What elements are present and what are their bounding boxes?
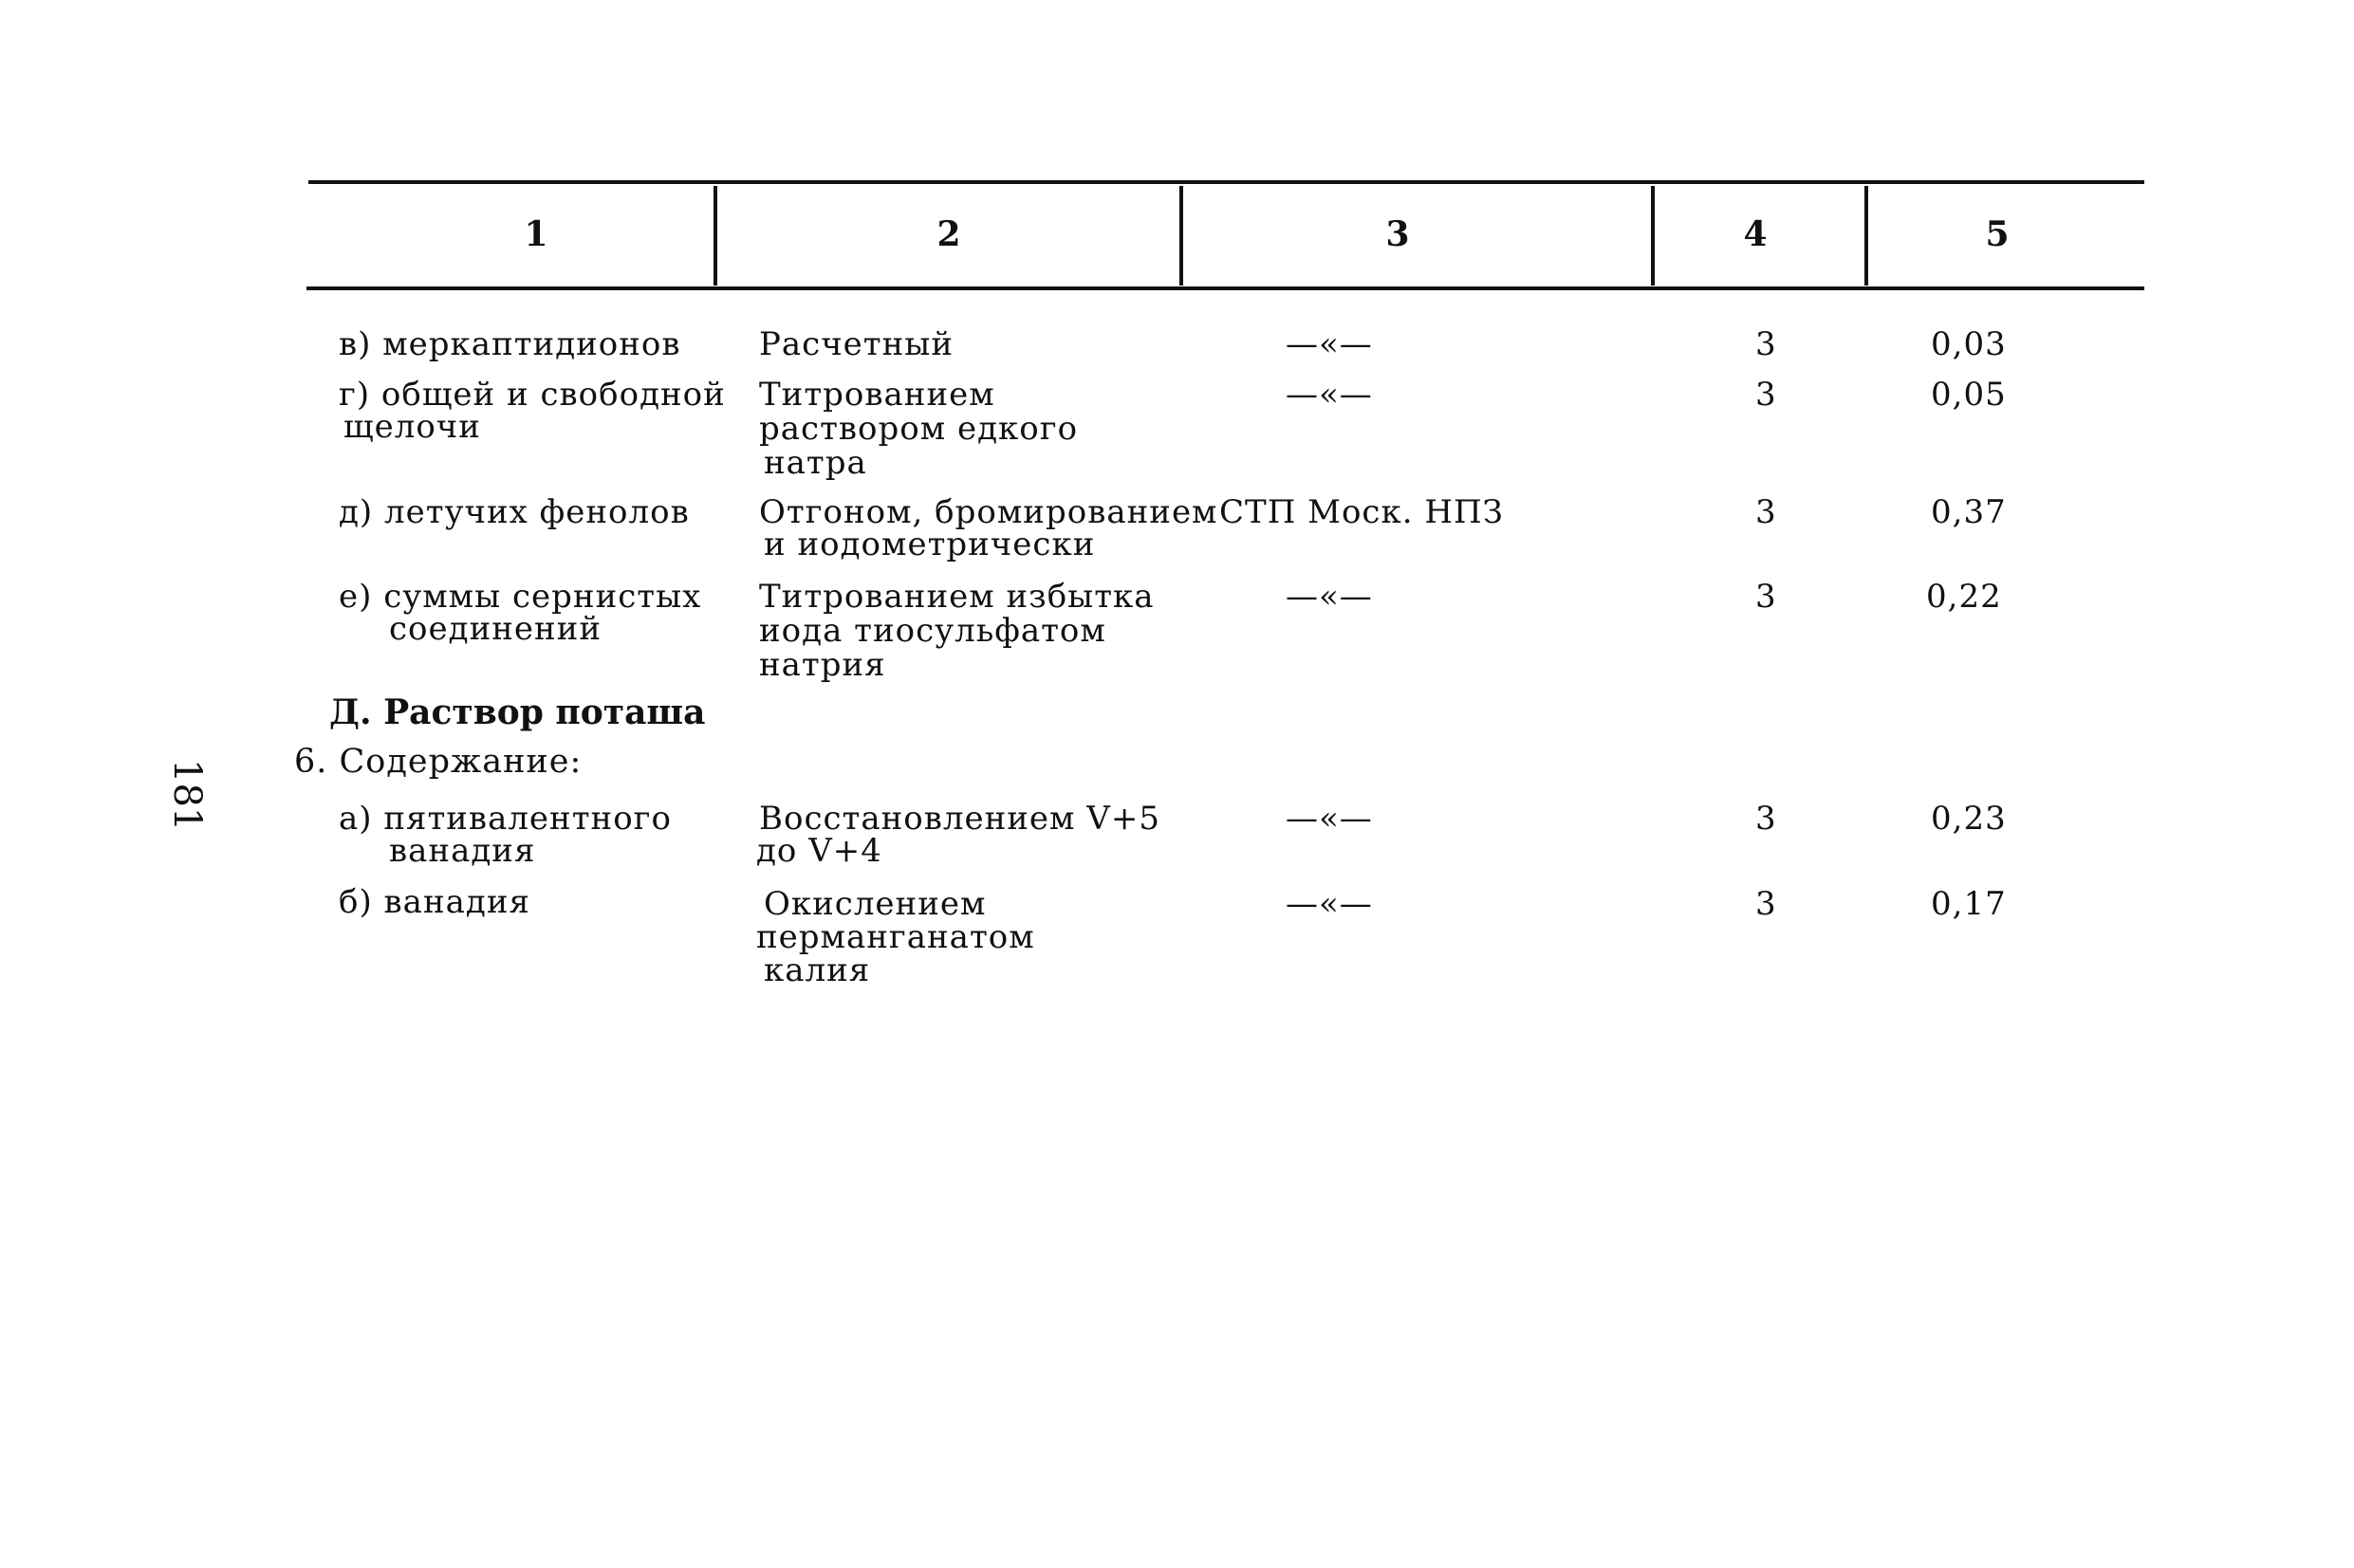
row-method: Расчетный (759, 325, 954, 363)
row-value-5: 0,03 (1931, 325, 2007, 363)
row-value-4: 3 (1755, 325, 1777, 363)
row-standard: —«— (1286, 376, 1373, 414)
row-value-4: 3 (1755, 885, 1777, 923)
row-method: Титрованием (759, 376, 995, 414)
row-value-4: 3 (1755, 800, 1777, 838)
row-method-cont: иода тиосульфатом (759, 612, 1106, 650)
row-value-4: 3 (1755, 376, 1777, 414)
row-label: д) летучих фенолов (339, 493, 690, 531)
column-divider (714, 186, 717, 286)
row-standard: —«— (1286, 325, 1373, 363)
header-col-4: 4 (1743, 214, 1768, 254)
row-method-cont: и иодометрически (764, 526, 1096, 563)
row-method-cont: перманганатом (756, 918, 1035, 956)
page-number: 181 (165, 759, 209, 832)
row-method: Восстановлением V+5 (759, 800, 1160, 838)
header-col-1: 1 (524, 214, 548, 254)
column-divider (1179, 186, 1183, 286)
row-method-cont: калия (764, 951, 871, 989)
row-value-5: 0,22 (1926, 578, 2002, 616)
row-method-cont: до V+4 (756, 832, 882, 870)
row-method: Окислением (764, 885, 987, 923)
row-label: е) суммы сернистых (339, 578, 702, 616)
row-label-cont: соединений (389, 610, 602, 648)
row-standard: —«— (1286, 578, 1373, 616)
section-title: Д. Раствор поташа (329, 692, 706, 732)
row-label-cont: щелочи (343, 408, 481, 446)
table-top-rule (308, 180, 2144, 184)
row-label: г) общей и свободной (339, 376, 726, 414)
column-divider (1864, 186, 1868, 286)
row-method-cont: натрия (759, 646, 886, 684)
row-standard: —«— (1286, 885, 1373, 923)
row-value-5: 0,23 (1931, 800, 2007, 838)
row-method: Отгоном, бромированием (759, 493, 1218, 531)
row-method-cont: натра (764, 444, 867, 482)
row-value-5: 0,37 (1931, 493, 2007, 531)
row-value-4: 3 (1755, 578, 1777, 616)
column-divider (1651, 186, 1655, 286)
row-value-5: 0,05 (1931, 376, 2007, 414)
row-value-5: 0,17 (1931, 885, 2007, 923)
header-col-2: 2 (936, 214, 961, 254)
row-label-cont: ванадия (389, 832, 536, 870)
row-standard: СТП Моск. НПЗ (1219, 493, 1504, 531)
header-col-3: 3 (1385, 214, 1410, 254)
row-method-cont: раствором едкого (759, 410, 1079, 448)
header-col-5: 5 (1985, 214, 2010, 254)
row-standard: —«— (1286, 800, 1373, 838)
row-label: б) ванадия (339, 883, 530, 921)
table-header-rule (306, 286, 2144, 290)
row-value-4: 3 (1755, 493, 1777, 531)
row-method: Титрованием избытка (759, 578, 1155, 616)
subsection-title: 6. Содержание: (294, 743, 583, 781)
row-label: в) меркаптидионов (339, 325, 681, 363)
row-label: а) пятивалентного (339, 800, 672, 838)
